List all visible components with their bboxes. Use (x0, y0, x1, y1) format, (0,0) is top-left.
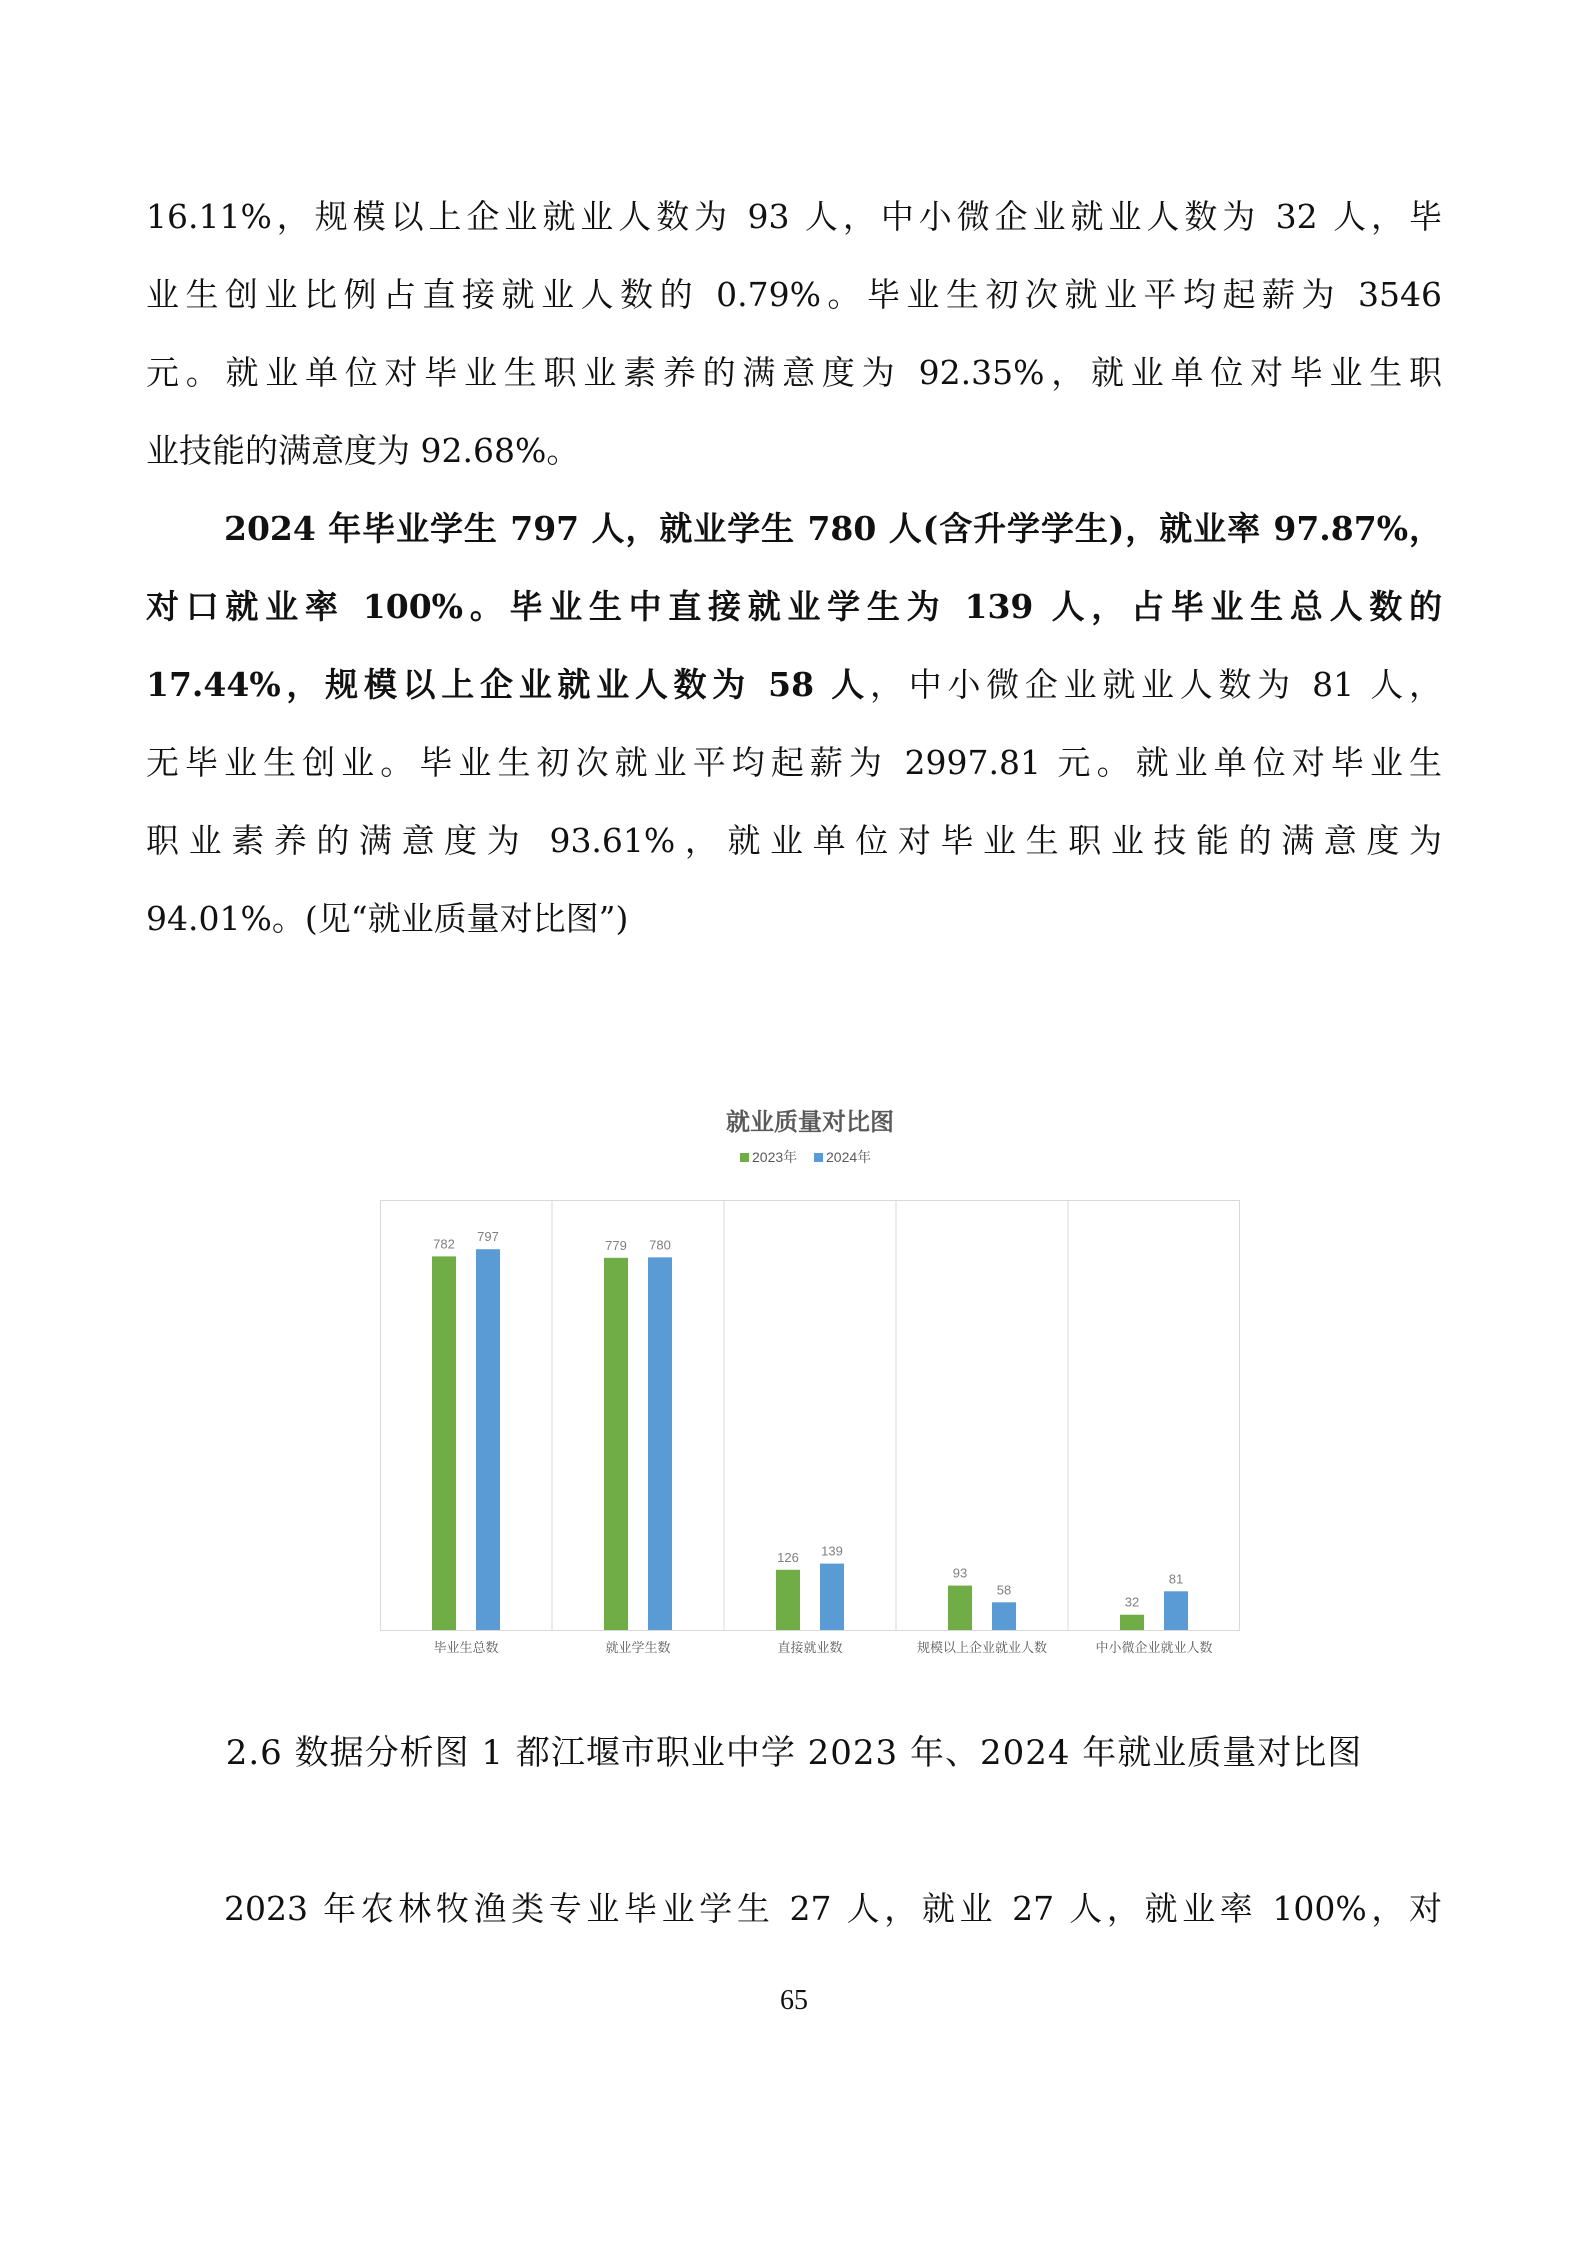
data-label: 81 (1168, 1571, 1184, 1587)
category-label: 直接就业数 (777, 1640, 843, 1655)
paragraph-line: 94.01%。(见“就业质量对比图”) (146, 899, 629, 938)
data-label: 126 (777, 1549, 799, 1565)
bar (476, 1249, 500, 1630)
data-label: 782 (433, 1236, 455, 1252)
category-label: 就业学生数 (605, 1640, 671, 1655)
category-label: 规模以上企业就业人数 (916, 1640, 1048, 1655)
paragraph-line: 无毕业生创业。毕业生初次就业平均起薪为 2997.81 元。就业单位对毕业生 (146, 743, 1442, 782)
bar (948, 1586, 972, 1630)
legend-label: 2023年 (752, 1149, 798, 1165)
bar (1120, 1615, 1144, 1630)
paragraph-line: 业技能的满意度为 92.68%。 (146, 431, 580, 470)
bar (432, 1256, 456, 1630)
data-label: 780 (649, 1237, 671, 1253)
bar (776, 1570, 800, 1630)
normal-text: ，中小微企业就业人数为 81 人， (870, 665, 1442, 704)
paragraph-line (146, 646, 1442, 724)
data-label: 93 (952, 1565, 968, 1581)
category-label: 中小微企业就业人数 (1095, 1640, 1213, 1655)
bar (1164, 1591, 1188, 1630)
plot-area (381, 1201, 1240, 1631)
bar (820, 1564, 844, 1630)
category-label: 毕业生总数 (433, 1640, 499, 1655)
paragraph-line: 2023 年农林牧渔类专业毕业学生 27 人，就业 27 人，就业率 100%，对 (224, 1889, 1442, 1928)
data-label: 797 (477, 1229, 499, 1245)
paragraph-line: 16.11%，规模以上企业就业人数为 93 人，中小微企业就业人数为 32 人，毕 (146, 197, 1442, 236)
page-number: 65 (780, 1985, 808, 2016)
legend-swatch (814, 1153, 823, 1162)
chart-title: 就业质量对比图 (726, 1109, 894, 1136)
figure-caption: 2.6 数据分析图 1 都江堰市职业中学 2023 年、2024 年就业质量对比图 (225, 1733, 1363, 1773)
bold-text: 17.44%，规模以上企业就业人数为 58 人 (146, 665, 871, 704)
data-label: 32 (1124, 1594, 1140, 1610)
bar (992, 1602, 1016, 1630)
paragraph-line: 元。就业单位对毕业生职业素养的满意度为 92.35%，就业单位对毕业生职 (146, 353, 1442, 392)
data-label: 779 (605, 1237, 627, 1253)
data-label: 139 (821, 1543, 843, 1559)
paragraph-line: 对口就业率 100%。毕业生中直接就业学生为 139 人，占毕业生总人数的 (146, 587, 1442, 626)
paragraph-line: 2024 年毕业学生 797 人，就业学生 780 人(含升学学生)，就业率 97.87%， (224, 509, 1442, 548)
paragraph-line: 职业素养的满意度为 93.61%，就业单位对毕业生职业技能的满意度为 (146, 821, 1442, 860)
employment-quality-chart (380, 1100, 1240, 1660)
legend-label: 2024年 (826, 1149, 872, 1165)
legend-swatch (740, 1153, 749, 1162)
data-label: 58 (996, 1582, 1012, 1598)
bar (648, 1257, 672, 1630)
paragraph-3 (146, 1870, 1442, 1948)
bar (604, 1258, 628, 1630)
paragraph-1 (146, 178, 1442, 490)
paragraph-2 (146, 490, 1442, 958)
paragraph-line: 业生创业比例占直接就业人数的 0.79%。毕业生初次就业平均起薪为 3546 (146, 275, 1442, 314)
